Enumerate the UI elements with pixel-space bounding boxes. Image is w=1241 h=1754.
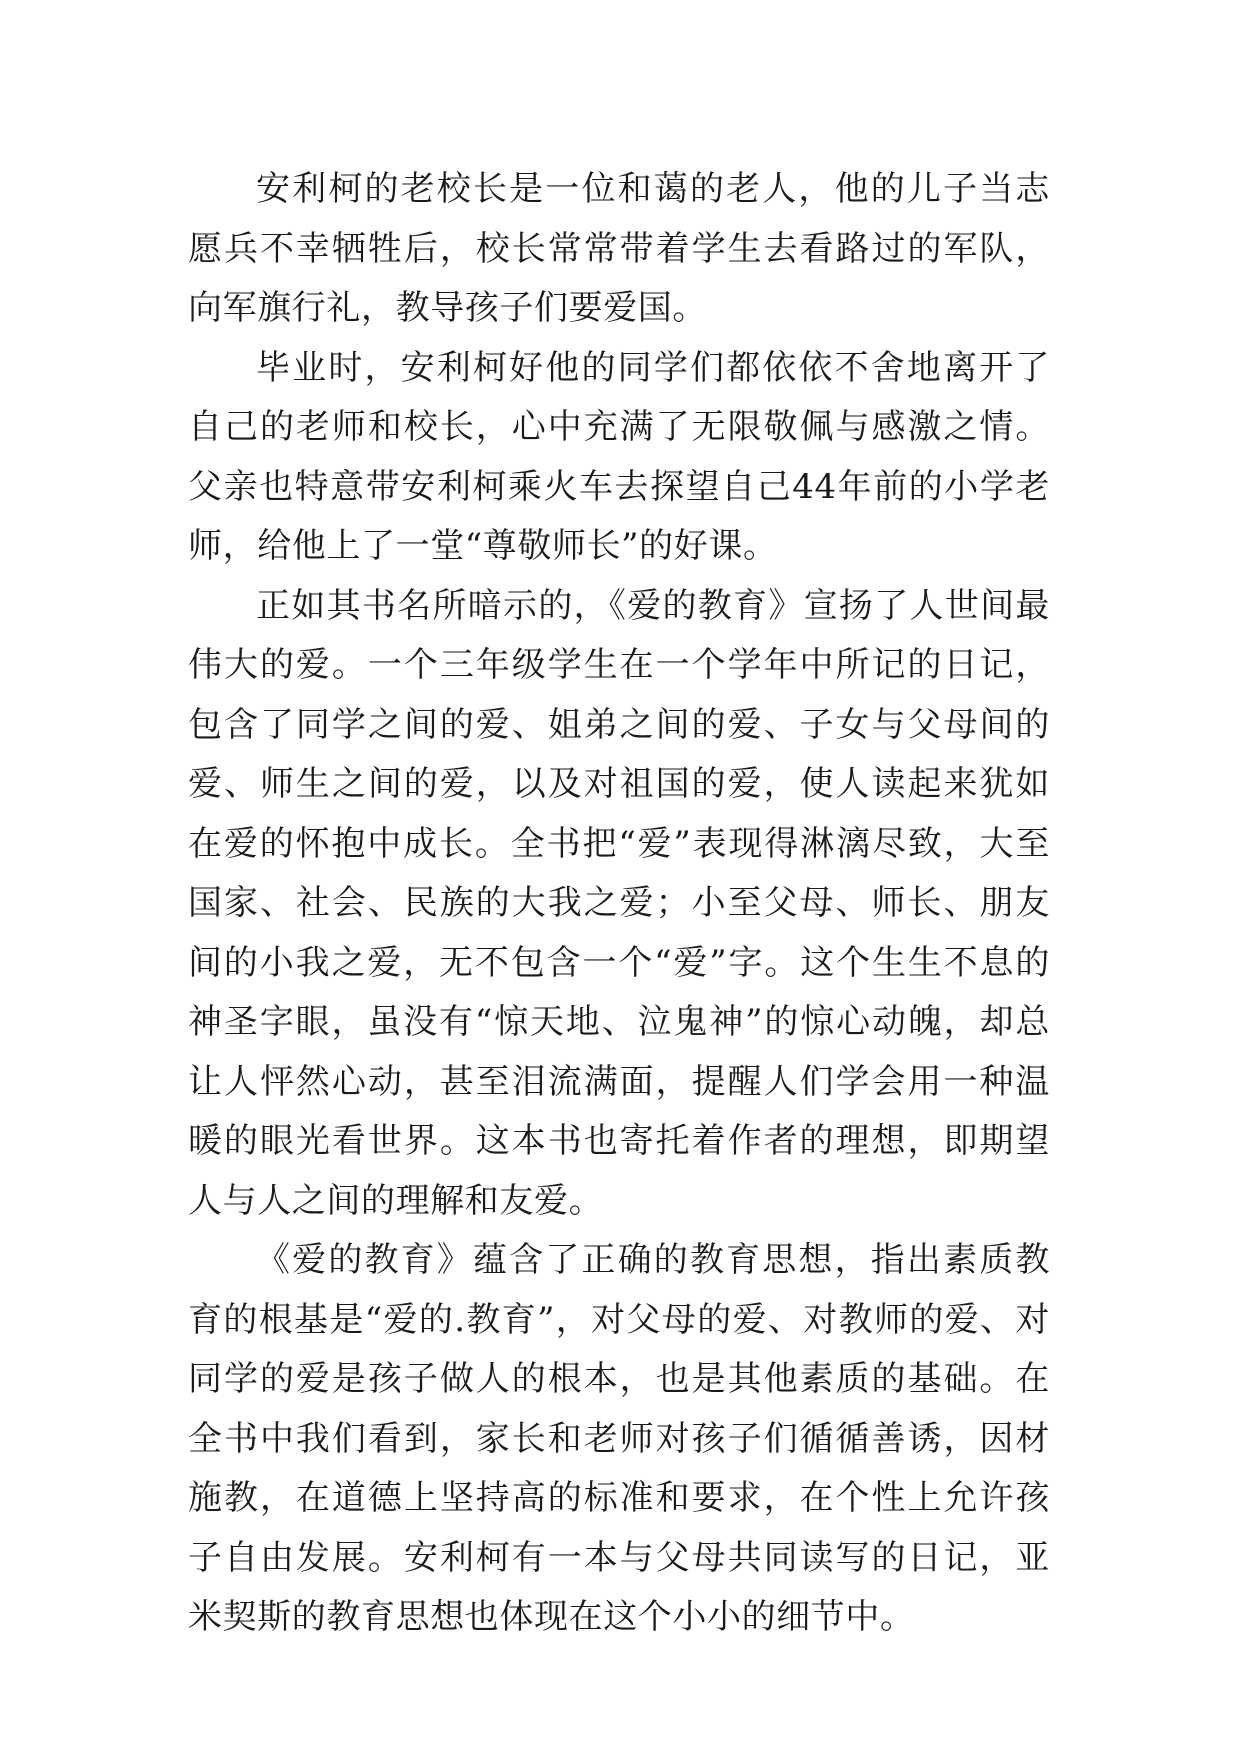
document-body	[188, 160, 1050, 1648]
paragraph-education-thought: 《爱的教育》蕴含了正确的教育思想，指出素质教育的根基是“爱的.教育”，对父母的爱、对教师的爱、对同学的爱是孩子做人的根本，也是其他素质的基础。在全书中我们看到，家长和老师对孩子们循循善诱，因材施教，在道德上坚持高的标准和要求，在个性上允许孩子自由发展。安利柯有一本与父母共同读写的日记，亚米契斯的教育思想也体现在这个小小的细节中。	[188, 1240, 1050, 1637]
paragraph-book-theme: 正如其书名所暗示的，《爱的教育》宣扬了人世间最伟大的爱。一个三年级学生在一个学年中所记的日记，包含了同学之间的爱、姐弟之间的爱、子女与父母间的爱、师生之间的爱，以及对祖国的爱，使人读起来犹如在爱的怀抱中成长。全书把“爱”表现得淋漓尽致，大至国家、社会、民族的大我之爱；小至父母、师长、朋友间的小我之爱，无不包含一个“爱”字。这个生生不息的神圣字眼，虽没有“惊天地、泣鬼神”的惊心动魄，却总让人怦然心动，甚至泪流满面，提醒人们学会用一种温暖的眼光看世界。这本书也寄托着作者的理想，即期望人与人之间的理解和友爱。	[188, 585, 1050, 1221]
paragraph-principal: 安利柯的老校长是一位和蔼的老人，他的儿子当志愿兵不幸牺牲后，校长常常带着学生去看路过的军队，向军旗行礼，教导孩子们要爱国。	[188, 169, 1050, 328]
paragraph-graduation: 毕业时，安利柯好他的同学们都依依不舍地离开了自己的老师和校长，心中充满了无限敬佩与感激之情。父亲也特意带安利柯乘火车去探望自己44年前的小学老师，给他上了一堂“尊敬师长”的好课。	[188, 347, 1050, 566]
